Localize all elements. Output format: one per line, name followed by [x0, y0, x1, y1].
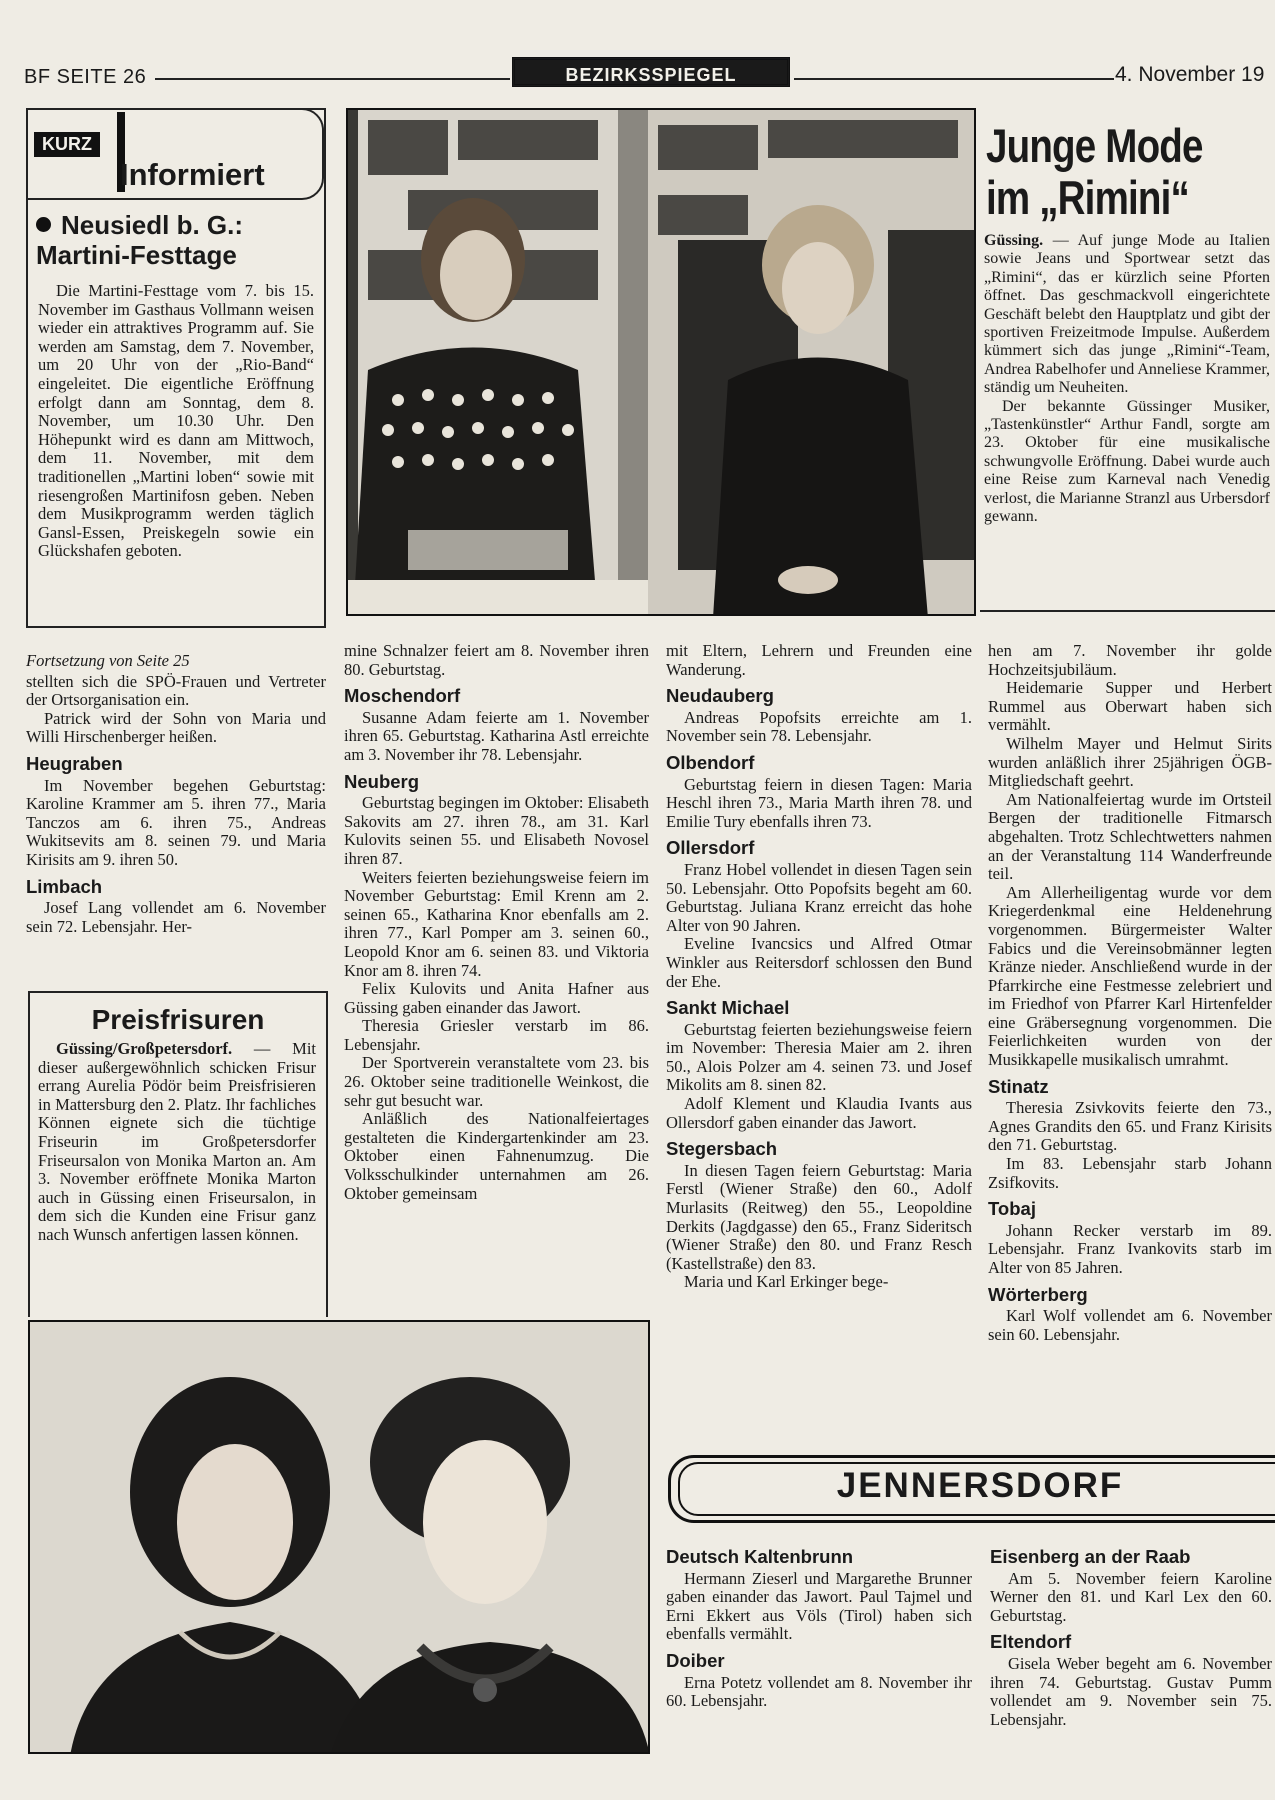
col3-para: Geburtstag feiern in diesen Tagen: Maria Heschl ihren 73., Maria Marth ihren 78. und Emilie Tury ebenfalls ihren 73.: [666, 774, 972, 831]
heading-woerterberg: Wörterberg: [988, 1283, 1088, 1305]
col1-para: Patrick wird der Sohn von Maria und Willi Hirschenberger heißen.: [26, 708, 326, 747]
jenn-para: Erna Potetz vollendet am 8. November ihr 60. Lebensjahr.: [666, 1672, 972, 1711]
junge-dateline: Güssing.: [984, 232, 1044, 249]
photo-preisfrisuren: [28, 1320, 650, 1754]
col4-para: Johann Recker verstarb im 89. Lebensjahr. Franz Ivankovits starb im Alter von 85 Jahren.: [988, 1220, 1272, 1277]
kurz-label: KURZ: [34, 132, 100, 157]
col1-para: Josef Lang vollendet am 6. November sein 72. Lebensjahr. Her-: [26, 898, 326, 936]
col3-para: Eveline Ivancsics und Alfred Otmar Winkler aus Reitersdorf schlossen den Bund der Ehe.: [666, 934, 972, 991]
col3-para: Geburtstag feierten beziehungsweise feiern im November: Theresia Maier am 2. ihren 50., Alois Polzer am 4. seinen 73. und Josef Mikolits am 8. sinen 82.: [666, 1019, 972, 1095]
col2-para: mine Schnalzer feiert am 8. November ihren 80. Geburtstag.: [344, 641, 649, 679]
heading-olbendorf: Olbendorf: [666, 751, 755, 773]
bullet-icon: [36, 217, 51, 232]
informiert-title: Informiert: [120, 157, 265, 192]
col3-para: Maria und Karl Erkinger bege-: [684, 1272, 889, 1292]
heading-eltendorf: Eltendorf: [990, 1631, 1072, 1653]
col4-para: Theresia Zsivkovits feierte den 73., Agnes Grandits den 65. und Franz Kirisits den 71. Geburtstag.: [988, 1098, 1272, 1155]
jenn-para: Gisela Weber begeht am 6. November ihren 74. Geburtstag. Gustav Pumm vollendet am 9. November sein 75. Lebensjahr.: [990, 1653, 1272, 1729]
heading-stinatz: Stinatz: [988, 1075, 1049, 1097]
junge-mode-article: [984, 232, 1270, 527]
heading-limbach: Limbach: [26, 875, 103, 897]
col1-para: Im November begehen Geburtstag: Karoline Krammer am 5. ihren 77., Maria Tanczos am 6. ihren 75., Andreas Wukitsevits am 8. seinen 79. und Maria Kirisits am 9. ihren 50.: [26, 775, 326, 869]
junge-para-1: Güssing. — Auf junge Mode au Italien sowie Jeans und Sportwear setzt das „Rimini“, das er kürzlich seine Pforten öffnet. Das geschmackvoll eingerichtete Geschäft belebt den Hauptplatz und gibt der sportiven Freizeitmode Impulse. Außerdem kümmert sich das junge „Rimini“-Team, Andrea Rabelhofer und Anneliese Krammer, ständig um Neuheiten.: [984, 232, 1270, 397]
heading-moschendorf: Moschendorf: [344, 685, 461, 707]
preis-body: Güssing/Großpetersdorf. — Mit dieser außergewöhnlich schicken Frisur errang Aurelia Pödör beim Preisfrisieren in Mattersburg den 2. Platz. Ihr fachliches Können eignete sich die tüchtige Friseurin im Großpetersdorfer Friseursalon von Monika Marton an. Am 3. November eröffnete Monika Marton auch in Güssing einen Friseursalon, in dem sich die Kunden eine Frisur ganz nach Wunsch anfertigen lassen können.: [38, 1039, 316, 1244]
col2-para: Anläßlich des Nationalfeiertages gestalteten die Kindergartenkinder am 23. Oktober einen Fahnenumzug. Die Volksschulkinder unternahmen am 26. Oktober gemeinsam: [344, 1109, 649, 1203]
kurz-article: [38, 282, 314, 561]
col2-para: Susanne Adam feierte am 1. November ihren 65. Geburtstag. Katharina Astl erreichte am 3. November ihr 78. Lebensjahr.: [344, 707, 649, 764]
jenn-para: Am 5. November feiern Karoline Werner den 81. und Karl Lex den 60. Geburtstag.: [990, 1568, 1272, 1625]
preis-dateline: Güssing/Großpetersdorf.: [56, 1039, 233, 1058]
continuation-note: Fortsetzung von Seite 25: [26, 651, 190, 670]
col3-para: In diesen Tagen feiern Geburtstag: Maria Ferstl (Wiener Straße) den 60., Adolf Murlasits (Reitweg) den 55., Leopoldine Derkits (Jagdgasse) den 65., Franz Sideritsch (Wiener Straße) den 80. und Franz Resch (Kastellstraße) den 83.: [666, 1160, 972, 1273]
junge-para-2: Der bekannte Güssinger Musiker, „Tastenkünstler“ Arthur Fandl, sorgte am 23. Oktober für eine musikalische schwungvolle Eröffnung. Dabei wurde auch eine Reise zum Karneval nach Venedig verlost, die Marianne Stranzl aus Urbersdorf gewann.: [984, 397, 1270, 526]
heading-stegersbach: Stegersbach: [666, 1138, 778, 1160]
col2-para: Theresia Griesler verstarb im 86. Lebensjahr.: [344, 1016, 649, 1054]
col4-para: Im 83. Lebensjahr starb Johann Zsifkovits.: [988, 1154, 1272, 1192]
col4-para: Karl Wolf vollendet am 6. November sein 60. Lebensjahr.: [988, 1306, 1272, 1344]
header-rule-left: [155, 78, 510, 80]
junge-rule: [980, 610, 1275, 612]
col3-para: Andreas Popofsits erreichte am 1. November sein 78. Lebensjahr.: [666, 707, 972, 746]
col3-para: Franz Hobel vollendet in diesen Tagen sein 50. Lebensjahr. Otto Popofsits begeht am 60. Geburtstag. Juliana Kranz erreicht das hohe Alter von 90 Jahren.: [666, 859, 972, 935]
column-1: [26, 652, 326, 936]
col1-para: stellten sich die SPÖ-Frauen und Vertreter der Ortsorganisation ein.: [26, 671, 326, 710]
col2-para: Geburtstag begingen im Oktober: Elisabeth Sakovits am 27. ihren 78., am 31. Karl Kulovits seinen 55. und Elisabeth Novosel ihren 87.: [344, 793, 649, 868]
jennersdorf-column-left: [666, 1540, 972, 1711]
col4-para: Am Allerheiligentag wurde vor dem Kriegerdenkmal eine Heldenehrung vorgenommen. Bürgermeister Walter Fabics und die Vereinsobmänner legten Kränze nieder. Anschließend wurde in der Pfarrkirche eine Festmesse zelebriert und im Friedhof von Pfarrer Karl Hirtenfelder eine Gräbersegnung vorgenommen. Die Feierlichkeiten wurden von der Musikkapelle musikalisch umrahmt.: [988, 882, 1272, 1070]
col4-para: Heidemarie Supper und Herbert Rummel aus Oberwart haben sich vermählt.: [988, 678, 1272, 735]
col4-para: Wilhelm Mayer und Helmut Sirits wurden anläßlich ihrer 25jährigen ÖGB-Mitgliedschaft geehrt.: [988, 733, 1272, 791]
junge-mode-headline: [986, 120, 1232, 224]
photo-rimini-illustration: [348, 110, 976, 616]
heading-sankt-michael: Sankt Michael: [666, 997, 790, 1019]
jennersdorf-column-right: [990, 1540, 1272, 1729]
col2-para: Felix Kulovits und Anita Hafner aus Güssing gaben einander das Jawort.: [344, 979, 649, 1017]
heading-eisenberg: Eisenberg an der Raab: [990, 1546, 1191, 1567]
col4-para: hen am 7. November ihr golde Hochzeitsjubiläum.: [988, 641, 1272, 679]
kurz-headline: Neusiedl b. G.: Martini-Festtage: [36, 210, 244, 270]
preisfrisuren-article: [38, 1040, 316, 1245]
heading-deutsch-kaltenbrunn: Deutsch Kaltenbrunn: [666, 1546, 854, 1567]
col2-para: Der Sportverein veranstaltete vom 23. bis 26. Oktober seine traditionelle Weinkost, die sehr gut besucht war.: [344, 1053, 649, 1110]
issue-date: 4. November 19: [1115, 63, 1265, 86]
column-2: [344, 642, 649, 1203]
heading-tobaj: Tobaj: [988, 1198, 1036, 1220]
jennersdorf-title: JENNERSDORF: [836, 1466, 1124, 1505]
col3-para: mit Eltern, Lehrern und Freunden eine Wanderung.: [666, 641, 972, 679]
heading-neudauberg: Neudauberg: [666, 685, 774, 707]
header-rule-right: [794, 78, 1114, 80]
column-4: [988, 642, 1272, 1344]
preisfrisuren-headline: Preisfrisuren: [91, 1004, 265, 1035]
col4-para: Am Nationalfeiertag wurde im Ortsteil Bergen der traditionelle Fitmarsch abgehalten. Trotz Schlechtwetters nahmen an der Veranstaltung 114 Wanderfreunde teil.: [988, 789, 1272, 884]
col3-para: Adolf Klement und Klaudia Ivants aus Ollersdorf gaben einander das Jawort.: [666, 1094, 972, 1132]
kurz-body: Die Martini-Festtage vom 7. bis 15. November im Gasthaus Vollmann weisen wieder ein attraktives Programm auf. Sie werden am Samstag, dem 7. November, um 20 Uhr von der „Rio-Band“ eingeleitet. Die eigentliche Eröffnung erfolgt dann am Sonntag, dem 8. November, um 10.30 Uhr. Den Höhepunkt wird es dann am Mittwoch, dem 11. November, mit dem traditionellen „Martini loben“ sowie mit riesengroßen Martinifosn geben. Neben dem Musikprogramm werden täglich Gansl-Essen, Preiskegeln sowie ein Glückshafen geboten.: [38, 281, 314, 561]
column-3: [666, 642, 972, 1292]
heading-heugraben: Heugraben: [26, 752, 123, 774]
heading-ollersdorf: Ollersdorf: [666, 837, 755, 859]
heading-doiber: Doiber: [666, 1649, 725, 1671]
heading-neuberg: Neuberg: [344, 770, 420, 792]
junge-title-line1: Junge Mode: [986, 119, 1203, 172]
section-title: BEZIRKSSPIEGEL: [512, 57, 790, 87]
junge-title-line2: im „Rimini“: [986, 171, 1189, 224]
col2-para: Weiters feierten beziehungsweise feiern im November Geburtstag: Emil Krenn am 2. seinen 65., Katharina Knor ebenfalls am 2. ihren 77., Karl Pomper am 3. seinen 60., Leopold Knor am 6. seinen 83. und Viktoria Knor am 8. ihren 74.: [344, 867, 649, 980]
photo-preisfrisuren-illustration: [30, 1322, 650, 1754]
jenn-para: Hermann Zieserl und Margarethe Brunner gaben einander das Jawort. Paul Tajmel und Erni Ekkert aus Völs (Tirol) haben sich ebenfalls vermählt.: [666, 1568, 972, 1644]
photo-rimini-team: [346, 108, 976, 616]
page-number: BF SEITE 26: [24, 66, 147, 88]
